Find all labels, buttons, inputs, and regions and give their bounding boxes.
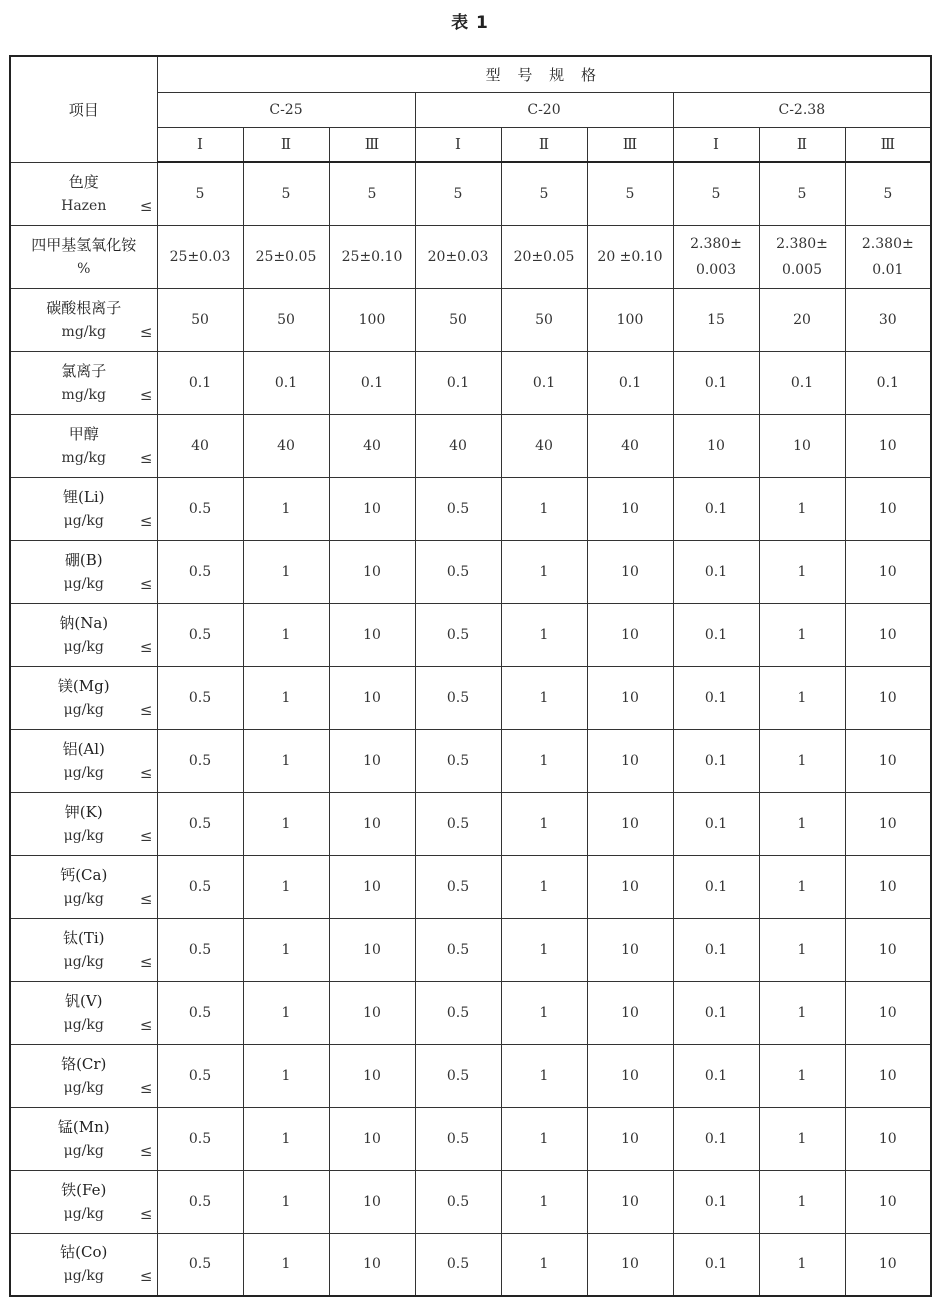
limit-symbol: ≤ (139, 448, 153, 467)
value-cell: 0.5 (415, 855, 501, 918)
table-row (10, 1107, 931, 1170)
value-cell: 20 (759, 288, 845, 351)
value-cell: 0.1 (673, 981, 759, 1044)
value-cell: 20±0.05 (501, 225, 587, 288)
value-cell: 10 (329, 477, 415, 540)
table-row (10, 603, 931, 666)
item-name: 钾(K) (64, 802, 103, 821)
header-grade: Ⅲ (845, 127, 931, 162)
value-cell: 10 (329, 918, 415, 981)
value-cell: 10 (845, 729, 931, 792)
item-unit-row (11, 824, 157, 848)
table-row (10, 162, 931, 225)
item-unit-row (11, 320, 157, 344)
value-cell: 1 (759, 603, 845, 666)
value-cell: 10 (759, 414, 845, 477)
value-cell: 0.1 (243, 351, 329, 414)
value-cell: 1 (243, 1170, 329, 1233)
item-unit-row (11, 1264, 157, 1288)
value-cell: 100 (329, 288, 415, 351)
value-cell: 5 (673, 162, 759, 225)
item-name: 钴(Co) (60, 1243, 108, 1262)
value-cell: 10 (329, 855, 415, 918)
item-name: 铝(Al) (62, 739, 105, 758)
item-cell (10, 603, 157, 666)
value-cell: 0.5 (157, 1107, 243, 1170)
item-cell (10, 477, 157, 540)
limit-symbol: ≤ (139, 952, 153, 971)
item-unit-row (11, 509, 157, 533)
value-cell: 1 (501, 729, 587, 792)
item-cell (10, 1044, 157, 1107)
table-row (10, 1170, 931, 1233)
item-unit-row (11, 1076, 157, 1100)
value-cell: 10 (329, 1107, 415, 1170)
value-cell: 0.1 (673, 792, 759, 855)
item-unit: mg/kg (61, 323, 106, 340)
item-unit: μg/kg (63, 890, 104, 907)
value-cell: 0.5 (157, 540, 243, 603)
value-cell: 10 (587, 981, 673, 1044)
value-cell: 0.5 (415, 1107, 501, 1170)
item-unit: μg/kg (63, 512, 104, 529)
value-cell: 0.1 (157, 351, 243, 414)
value-cell: 1 (759, 666, 845, 729)
item-unit: % (77, 260, 91, 277)
value-cell: 1 (759, 540, 845, 603)
value-cell: 1 (243, 918, 329, 981)
value-cell: 10 (329, 729, 415, 792)
value-cell: 0.5 (415, 1044, 501, 1107)
value-cell: 40 (329, 414, 415, 477)
value-cell: 1 (501, 981, 587, 1044)
limit-symbol: ≤ (139, 574, 153, 593)
header-grade: Ⅲ (587, 127, 673, 162)
value-cell: 0.5 (157, 1233, 243, 1296)
table-row (10, 1044, 931, 1107)
value-cell: 0.1 (501, 351, 587, 414)
value-cell: 10 (845, 1044, 931, 1107)
header-item (10, 56, 157, 162)
table-row (10, 981, 931, 1044)
value-cell: 5 (157, 162, 243, 225)
spec-table (9, 55, 932, 1297)
value-cell: 1 (759, 918, 845, 981)
item-unit: μg/kg (63, 1016, 104, 1033)
value-cell: 1 (501, 792, 587, 855)
value-cell: 0.5 (415, 1170, 501, 1233)
value-cell: 0.5 (157, 792, 243, 855)
item-unit-row (11, 1139, 157, 1163)
value-cell: 0.5 (157, 477, 243, 540)
limit-symbol: ≤ (139, 889, 153, 908)
item-unit-row (11, 446, 157, 470)
value-cell: 1 (501, 477, 587, 540)
item-unit: μg/kg (63, 1205, 104, 1222)
item-unit: μg/kg (63, 827, 104, 844)
value-cell: 1 (759, 981, 845, 1044)
value-cell: 10 (587, 603, 673, 666)
item-name: 硼(B) (64, 550, 103, 569)
value-cell: 0.5 (157, 981, 243, 1044)
value-cell: 10 (845, 477, 931, 540)
limit-symbol: ≤ (139, 511, 153, 530)
value-cell: 0.1 (673, 729, 759, 792)
value-cell: 0.5 (415, 666, 501, 729)
value-cell: 50 (415, 288, 501, 351)
value-cell: 1 (501, 918, 587, 981)
item-unit-row (11, 572, 157, 596)
table-row (10, 351, 931, 414)
value-cell: 0.1 (673, 540, 759, 603)
value-cell: 0.5 (415, 1233, 501, 1296)
item-unit: μg/kg (63, 1079, 104, 1096)
header-group (157, 56, 931, 92)
value-cell: 0.1 (673, 666, 759, 729)
item-cell (10, 666, 157, 729)
table-row (10, 729, 931, 792)
value-cell: 0.5 (415, 603, 501, 666)
value-cell: 10 (845, 792, 931, 855)
value-cell: 10 (587, 918, 673, 981)
value-cell: 40 (587, 414, 673, 477)
item-name: 色度 (68, 172, 99, 191)
value-cell: 40 (243, 414, 329, 477)
value-cell: 15 (673, 288, 759, 351)
value-cell: 10 (587, 729, 673, 792)
value-cell: 0.1 (673, 351, 759, 414)
item-cell (10, 1170, 157, 1233)
value-cell: 1 (243, 603, 329, 666)
value-cell: 1 (243, 1233, 329, 1296)
table-caption: 表 1 (451, 13, 489, 33)
item-cell (10, 1107, 157, 1170)
value-cell: 2.380± 0.003 (673, 225, 759, 288)
item-name: 甲醇 (68, 424, 99, 443)
value-cell: 0.5 (157, 603, 243, 666)
limit-symbol: ≤ (139, 385, 153, 404)
table-row (10, 918, 931, 981)
limit-symbol: ≤ (139, 1015, 153, 1034)
value-cell: 40 (157, 414, 243, 477)
limit-symbol: ≤ (139, 1204, 153, 1223)
header-grade: Ⅱ (759, 127, 845, 162)
value-cell: 20 ±0.10 (587, 225, 673, 288)
header-grade: Ⅰ (157, 127, 243, 162)
item-name: 锂(Li) (63, 487, 105, 506)
item-name: 钒(V) (64, 991, 103, 1010)
value-cell: 10 (845, 855, 931, 918)
limit-symbol: ≤ (139, 1267, 153, 1286)
value-cell: 10 (329, 540, 415, 603)
item-unit-row (11, 1013, 157, 1037)
value-cell: 10 (587, 540, 673, 603)
item-unit: μg/kg (63, 701, 104, 718)
value-cell: 10 (329, 603, 415, 666)
value-cell: 10 (329, 981, 415, 1044)
item-name: 铬(Cr) (61, 1054, 107, 1073)
value-cell: 0.1 (415, 351, 501, 414)
table-row (10, 1233, 931, 1296)
item-unit: μg/kg (63, 1142, 104, 1159)
limit-symbol: ≤ (139, 1141, 153, 1160)
value-cell: 0.5 (157, 918, 243, 981)
limit-symbol: ≤ (139, 637, 153, 656)
item-unit: μg/kg (63, 1268, 104, 1285)
value-cell: 1 (759, 477, 845, 540)
value-cell: 5 (243, 162, 329, 225)
value-cell: 1 (243, 855, 329, 918)
value-cell: 1 (759, 792, 845, 855)
value-cell: 50 (501, 288, 587, 351)
value-cell: 1 (243, 981, 329, 1044)
value-cell: 25±0.05 (243, 225, 329, 288)
value-cell: 10 (587, 1107, 673, 1170)
item-unit: μg/kg (63, 953, 104, 970)
item-unit-row (11, 698, 157, 722)
value-cell: 10 (329, 792, 415, 855)
value-cell: 10 (329, 666, 415, 729)
item-name: 氯离子 (61, 361, 107, 380)
item-cell (10, 225, 157, 288)
value-cell: 25±0.10 (329, 225, 415, 288)
value-cell: 10 (845, 603, 931, 666)
value-cell: 0.1 (587, 351, 673, 414)
value-cell: 0.1 (329, 351, 415, 414)
item-cell (10, 540, 157, 603)
limit-symbol: ≤ (139, 763, 153, 782)
value-cell: 1 (759, 1107, 845, 1170)
item-cell (10, 162, 157, 225)
item-name: 钛(Ti) (62, 928, 105, 947)
value-cell: 30 (845, 288, 931, 351)
value-cell: 0.1 (673, 855, 759, 918)
value-cell: 1 (759, 855, 845, 918)
value-cell: 10 (673, 414, 759, 477)
value-cell: 10 (587, 855, 673, 918)
item-cell (10, 351, 157, 414)
value-cell: 1 (501, 1233, 587, 1296)
value-cell: 0.1 (673, 477, 759, 540)
value-cell: 0.1 (845, 351, 931, 414)
item-cell (10, 729, 157, 792)
value-cell: 1 (759, 1044, 845, 1107)
item-name: 铁(Fe) (61, 1180, 107, 1199)
value-cell: 0.5 (415, 792, 501, 855)
value-cell: 1 (501, 1170, 587, 1233)
value-cell: 0.5 (415, 540, 501, 603)
value-cell: 1 (501, 1107, 587, 1170)
header-model: C-20 (415, 92, 673, 127)
value-cell: 10 (587, 1233, 673, 1296)
value-cell: 0.5 (415, 918, 501, 981)
value-cell: 0.1 (673, 1233, 759, 1296)
item-cell (10, 792, 157, 855)
value-cell: 40 (501, 414, 587, 477)
item-cell (10, 981, 157, 1044)
table-row (10, 540, 931, 603)
item-unit: mg/kg (61, 449, 106, 466)
value-cell: 0.1 (673, 1170, 759, 1233)
value-cell: 0.5 (415, 981, 501, 1044)
item-unit-row (11, 761, 157, 785)
header-grade: Ⅲ (329, 127, 415, 162)
value-cell: 1 (501, 603, 587, 666)
header-grade: Ⅱ (243, 127, 329, 162)
limit-symbol: ≤ (139, 322, 153, 341)
value-cell: 1 (759, 729, 845, 792)
value-cell: 0.1 (673, 918, 759, 981)
item-unit-row (11, 194, 157, 218)
value-cell: 0.5 (157, 729, 243, 792)
value-cell: 10 (329, 1170, 415, 1233)
value-cell: 50 (243, 288, 329, 351)
value-cell: 0.5 (157, 1170, 243, 1233)
value-cell: 10 (587, 792, 673, 855)
value-cell: 5 (501, 162, 587, 225)
value-cell: 0.5 (157, 1044, 243, 1107)
value-cell: 1 (243, 1107, 329, 1170)
value-cell: 1 (243, 729, 329, 792)
value-cell: 0.5 (415, 477, 501, 540)
value-cell: 0.1 (673, 1107, 759, 1170)
value-cell: 10 (587, 477, 673, 540)
header-grade: Ⅰ (415, 127, 501, 162)
item-unit-row (11, 1202, 157, 1226)
value-cell: 1 (243, 1044, 329, 1107)
item-unit: Hazen (61, 197, 107, 214)
item-unit: μg/kg (63, 575, 104, 592)
value-cell: 0.1 (759, 351, 845, 414)
value-cell: 20±0.03 (415, 225, 501, 288)
value-cell: 1 (501, 855, 587, 918)
value-cell: 0.1 (673, 603, 759, 666)
value-cell: 1 (501, 666, 587, 729)
value-cell: 50 (157, 288, 243, 351)
item-unit: mg/kg (61, 386, 106, 403)
header-model: C-25 (157, 92, 415, 127)
limit-symbol: ≤ (139, 196, 153, 215)
value-cell: 1 (501, 540, 587, 603)
item-name: 锰(Mn) (57, 1117, 110, 1136)
value-cell: 10 (845, 1107, 931, 1170)
value-cell: 0.1 (673, 1044, 759, 1107)
value-cell: 1 (243, 792, 329, 855)
item-unit-row (11, 383, 157, 407)
table-row (10, 855, 931, 918)
item-cell (10, 918, 157, 981)
value-cell: 5 (587, 162, 673, 225)
value-cell: 1 (243, 540, 329, 603)
item-unit: μg/kg (63, 764, 104, 781)
table-row (10, 225, 931, 288)
value-cell: 100 (587, 288, 673, 351)
limit-symbol: ≤ (139, 1078, 153, 1097)
value-cell: 10 (329, 1233, 415, 1296)
item-cell (10, 1233, 157, 1296)
value-cell: 10 (587, 666, 673, 729)
value-cell: 10 (845, 1233, 931, 1296)
header-item-label: 项目 (68, 100, 99, 119)
limit-symbol: ≤ (139, 826, 153, 845)
value-cell: 10 (329, 1044, 415, 1107)
value-cell: 2.380± 0.01 (845, 225, 931, 288)
header-grade: Ⅱ (501, 127, 587, 162)
value-cell: 10 (845, 981, 931, 1044)
item-unit-row (11, 635, 157, 659)
item-unit: μg/kg (63, 638, 104, 655)
value-cell: 1 (759, 1233, 845, 1296)
value-cell: 0.5 (415, 729, 501, 792)
value-cell: 1 (243, 477, 329, 540)
item-name: 钠(Na) (59, 613, 109, 632)
item-unit-row (11, 887, 157, 911)
header-grade: Ⅰ (673, 127, 759, 162)
value-cell: 1 (759, 1170, 845, 1233)
value-cell: 10 (845, 666, 931, 729)
item-cell (10, 855, 157, 918)
item-cell (10, 288, 157, 351)
header-model: C-2.38 (673, 92, 931, 127)
value-cell: 1 (501, 1044, 587, 1107)
item-cell (10, 414, 157, 477)
value-cell: 0.5 (157, 855, 243, 918)
value-cell: 10 (587, 1044, 673, 1107)
value-cell: 10 (587, 1170, 673, 1233)
value-cell: 40 (415, 414, 501, 477)
value-cell: 5 (759, 162, 845, 225)
value-cell: 5 (415, 162, 501, 225)
item-unit-row (11, 950, 157, 974)
value-cell: 25±0.03 (157, 225, 243, 288)
value-cell: 10 (845, 918, 931, 981)
table-row (10, 666, 931, 729)
limit-symbol: ≤ (139, 700, 153, 719)
item-unit-row (11, 257, 157, 281)
value-cell: 1 (243, 666, 329, 729)
table-row (10, 414, 931, 477)
item-name: 钙(Ca) (60, 865, 108, 884)
item-name: 碳酸根离子 (46, 298, 122, 317)
value-cell: 0.5 (157, 666, 243, 729)
table-row (10, 288, 931, 351)
value-cell: 2.380± 0.005 (759, 225, 845, 288)
value-cell: 5 (845, 162, 931, 225)
value-cell: 5 (329, 162, 415, 225)
item-name: 四甲基氢氧化铵 (31, 235, 137, 254)
table-row (10, 477, 931, 540)
table-row (10, 792, 931, 855)
value-cell: 10 (845, 414, 931, 477)
value-cell: 10 (845, 1170, 931, 1233)
value-cell: 10 (845, 540, 931, 603)
header-group-label: 型 号 规 格 (485, 65, 602, 84)
item-name: 镁(Mg) (57, 676, 110, 695)
